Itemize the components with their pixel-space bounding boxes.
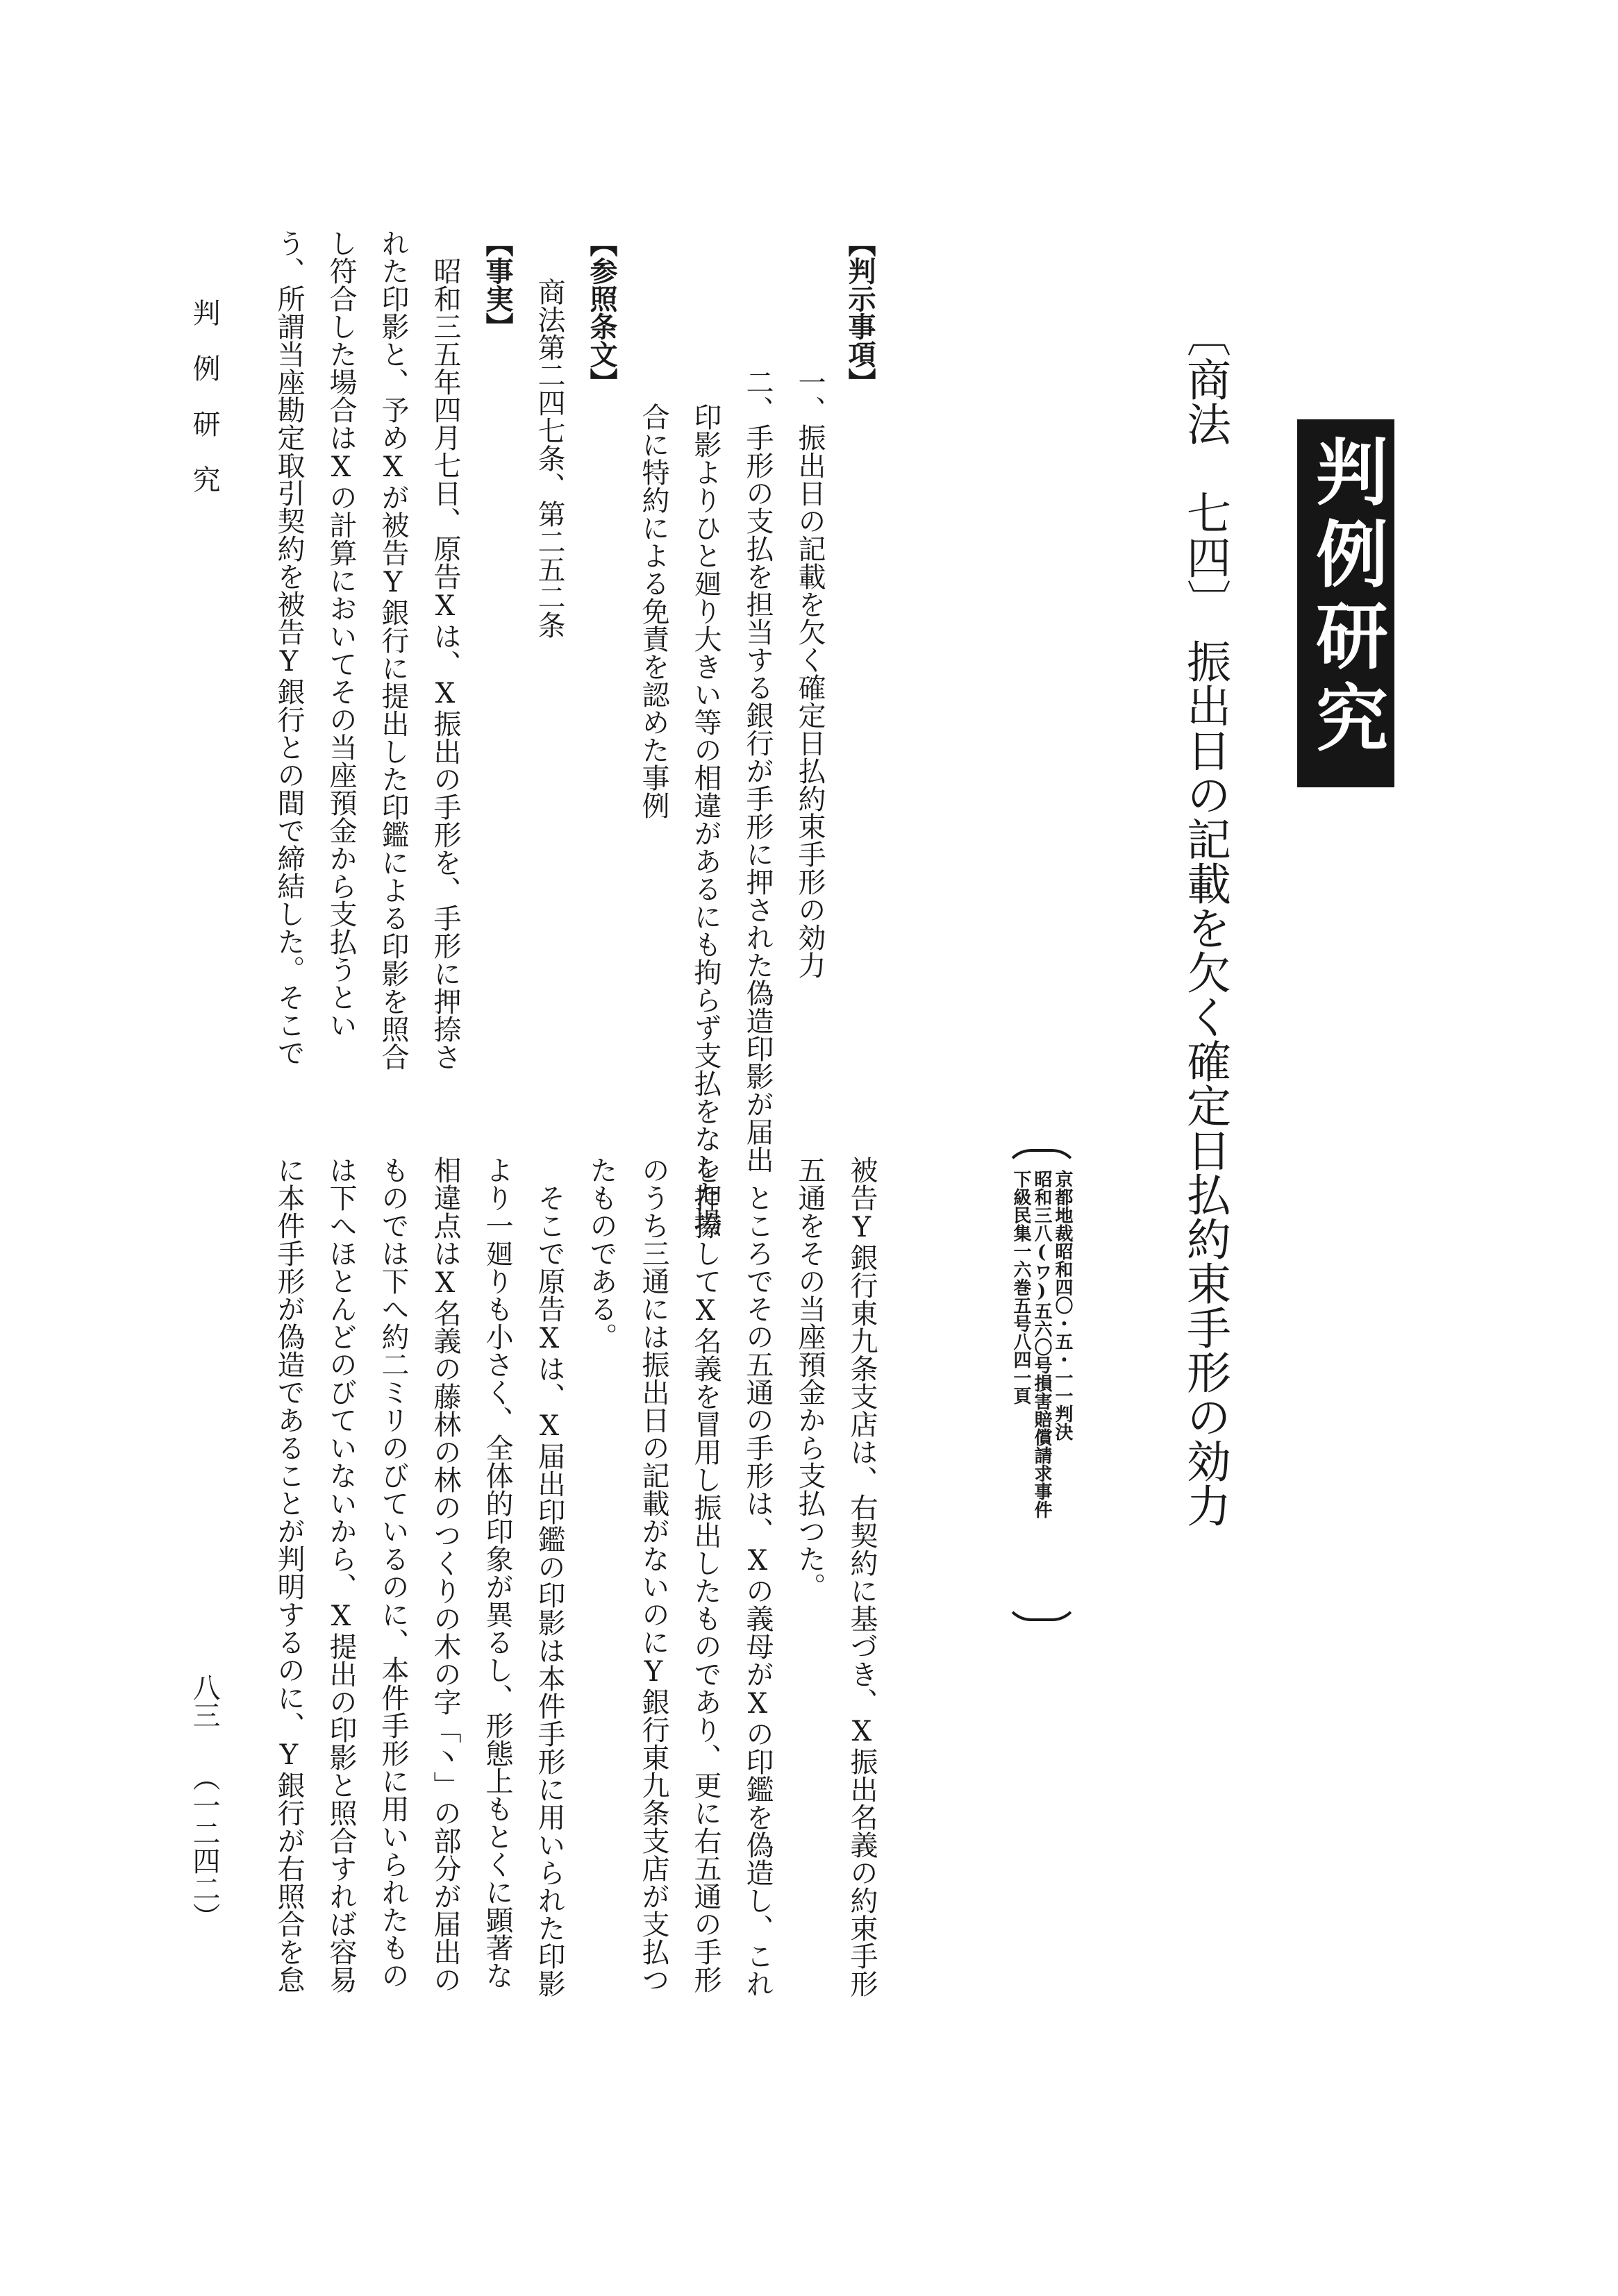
body-line-12: に本件手形が偽造であることが判明するのに、Y銀行が右照合を怠 [273, 1156, 305, 1993]
heading-holdings: 【判示事項】 [844, 229, 876, 396]
running-header: 判 例 研 究 [188, 299, 220, 493]
case-category: 〔商法 七四〕 [1179, 312, 1231, 623]
heading-refs: 【参照条文】 [585, 229, 618, 396]
banner-title: 判例研究 [1303, 435, 1388, 762]
facts-line-1: 昭和三五年四月七日、原告Xは、X振出の手形を、手形に押捺さ [429, 257, 461, 1071]
facts-line-4: う、所謂当座勘定取引契約を被告Y銀行との間で締結した。そこで [273, 229, 305, 1066]
citation-line-3: 下級民集一六巻五号八四一頁 [1010, 1170, 1031, 1405]
holding-2c: 合に特約による免責を認めた事例 [637, 403, 669, 819]
heading-facts: 【事実】 [481, 229, 514, 340]
body-line-1: 被告Y銀行東九条支店は、右契約に基づき、X振出名義の約束手形 [846, 1156, 878, 1997]
case-heading: 振出日の記載を欠く確定日払約束手形の効力 [1179, 639, 1231, 1527]
body-line-9: 相違点はX名義の藤林の林のつくりの木の字「丶」の部分が届出の [429, 1156, 461, 1993]
body-line-4: を押捺してX名義を冒用し振出したものであり、更に右五通の手形 [690, 1156, 722, 1993]
section-banner [1297, 419, 1394, 787]
holding-2a: 二、手形の支払を担当する銀行が手形に押された偽造印影が届出 [742, 368, 774, 1173]
body-line-5: のうち三通には振出日の記載がないのにY銀行東九条支店が支払つ [637, 1156, 669, 1993]
case-citation [1003, 1149, 1080, 1621]
body-line-11: は下へほとんどのびていないから、X提出の印影と照合すれば容易 [325, 1156, 357, 1993]
page-serial: （一二四二） [188, 1763, 220, 1930]
facts-line-2: れた印影と、予めXが被告Y銀行に提出した印鑑による印影を照合 [377, 229, 409, 1071]
body-line-8: より一廻りも小さく、全体的印象が異るし、形態上もとくに顕著な [481, 1156, 513, 1989]
page-number: 八三 [188, 1673, 220, 1729]
body-line-6: たものである。 [585, 1156, 617, 1350]
facts-line-3: し符合した場合はXの計算においてその当座預金から支払うとい [325, 229, 357, 1039]
holding-2b: 印影よりひと廻り大きい等の相違があるにも拘らず支払をなした場 [690, 403, 722, 1236]
body-line-7: そこで原告Xは、X届出印鑑の印影は本件手形に用いられた印影 [533, 1184, 565, 1997]
refs-text: 商法第二四七条、第二五二条 [533, 278, 565, 639]
body-line-10: ものでは下へ約二ミリのびているのに、本件手形に用いられたもの [377, 1156, 409, 1989]
citation-line-1: 京都地裁昭和四〇・五・一一判決 [1052, 1170, 1073, 1441]
body-line-3: ところでその五通の手形は、Xの義母がXの印鑑を偽造し、これ [742, 1184, 774, 1997]
citation-line-2: 昭和三八(ワ)五六〇号損害賠償請求事件 [1031, 1170, 1052, 1518]
body-line-2: 五通をその当座預金から支払つた。 [794, 1156, 826, 1600]
holding-1: 一、振出日の記載を欠く確定日払約束手形の効力 [794, 368, 826, 979]
